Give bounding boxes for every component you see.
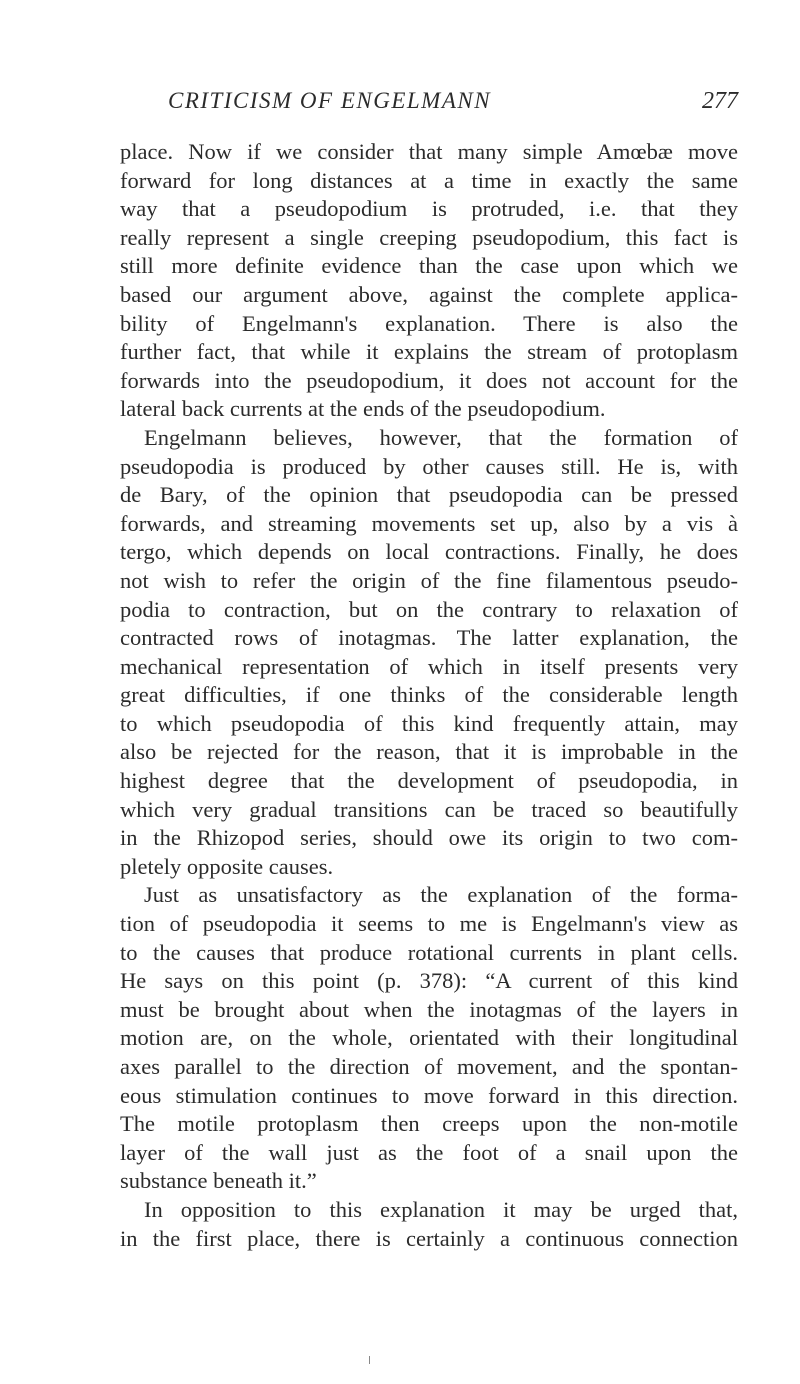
- running-title: CRITICISM OF ENGELMANN: [168, 88, 492, 113]
- text-line: must be brought about when the inotagmas of the layers in: [120, 996, 738, 1022]
- text-line: really represent a single creeping pseudopodium, this fact is: [120, 224, 738, 250]
- text-line: motion are, on the whole, orientated with their longitudinal: [120, 1025, 738, 1051]
- paragraph-start-line: Just as unsatisfactory as the explanation of the forma-: [144, 882, 738, 908]
- text-line: further fact, that while it explains the stream of protoplasm: [120, 339, 738, 365]
- text-line: eous stimulation continues to move forward in this direction.: [120, 1082, 738, 1108]
- text-line: highest degree that the development of pseudopodia, in: [120, 768, 738, 794]
- text-line: in the first place, there is certainly a continuous connection: [120, 1225, 738, 1251]
- text-line: way that a pseudopodium is protruded, i.e. that they: [120, 196, 738, 222]
- page-number: 277: [702, 88, 738, 114]
- text-line: substance beneath it.”: [120, 1168, 317, 1194]
- text-line: He says on this point (p. 378): “A current of this kind: [120, 968, 738, 994]
- text-line: to which pseudopodia of this kind frequently attain, may: [120, 710, 738, 736]
- text-line: forwards into the pseudopodium, it does not account for the: [120, 367, 738, 393]
- text-line: bility of Engelmann's explanation. There is also the: [120, 310, 738, 336]
- text-line: podia to contraction, but on the contrary to relaxation of: [120, 596, 738, 622]
- text-line: forward for long distances at a time in exactly the same: [120, 167, 738, 193]
- text-line: mechanical representation of which in itself presents very: [120, 653, 738, 679]
- text-line: tergo, which depends on local contractions. Finally, he does: [120, 539, 738, 565]
- text-line: based our argument above, against the complete applica-: [120, 281, 738, 307]
- running-head: [168, 88, 738, 128]
- text-line: layer of the wall just as the foot of a snail upon the: [120, 1139, 738, 1165]
- text-line: forwards, and streaming movements set up, also by a vis à: [120, 510, 738, 536]
- text-line: tion of pseudopodia it seems to me is Engelmann's view as: [120, 911, 738, 937]
- text-line: also be rejected for the reason, that it is improbable in the: [120, 739, 738, 765]
- text-line: de Bary, of the opinion that pseudopodia can be pressed: [120, 482, 738, 508]
- text-line: lateral back currents at the ends of the pseudopodium.: [120, 396, 606, 422]
- paragraph-start-line: In opposition to this explanation it may be urged that,: [144, 1196, 738, 1222]
- text-line: The motile protoplasm then creeps upon the non-motile: [120, 1111, 738, 1137]
- text-line: contracted rows of inotagmas. The latter explanation, the: [120, 625, 738, 651]
- text-line: to the causes that produce rotational currents in plant cells.: [120, 939, 738, 965]
- text-line: still more definite evidence than the case upon which we: [120, 253, 738, 279]
- text-line: not wish to refer the origin of the fine filamentous pseudo-: [120, 567, 738, 593]
- text-line: place. Now if we consider that many simple Amœbæ move: [120, 139, 738, 164]
- text-line: which very gradual transitions can be traced so beautifully: [120, 796, 738, 822]
- paragraph-start-line: Engelmann believes, however, that the formation of: [144, 424, 738, 450]
- text-line: in the Rhizopod series, should owe its origin to two com-: [120, 825, 738, 851]
- text-line: pseudopodia is produced by other causes still. He is, with: [120, 453, 738, 479]
- body-text: [120, 138, 738, 1253]
- text-line: pletely opposite causes.: [120, 853, 334, 879]
- text-line: great difficulties, if one thinks of the considerable length: [120, 682, 738, 708]
- text-line: axes parallel to the direction of movement, and the spontan-: [120, 1054, 738, 1079]
- print-speck: [369, 1356, 370, 1364]
